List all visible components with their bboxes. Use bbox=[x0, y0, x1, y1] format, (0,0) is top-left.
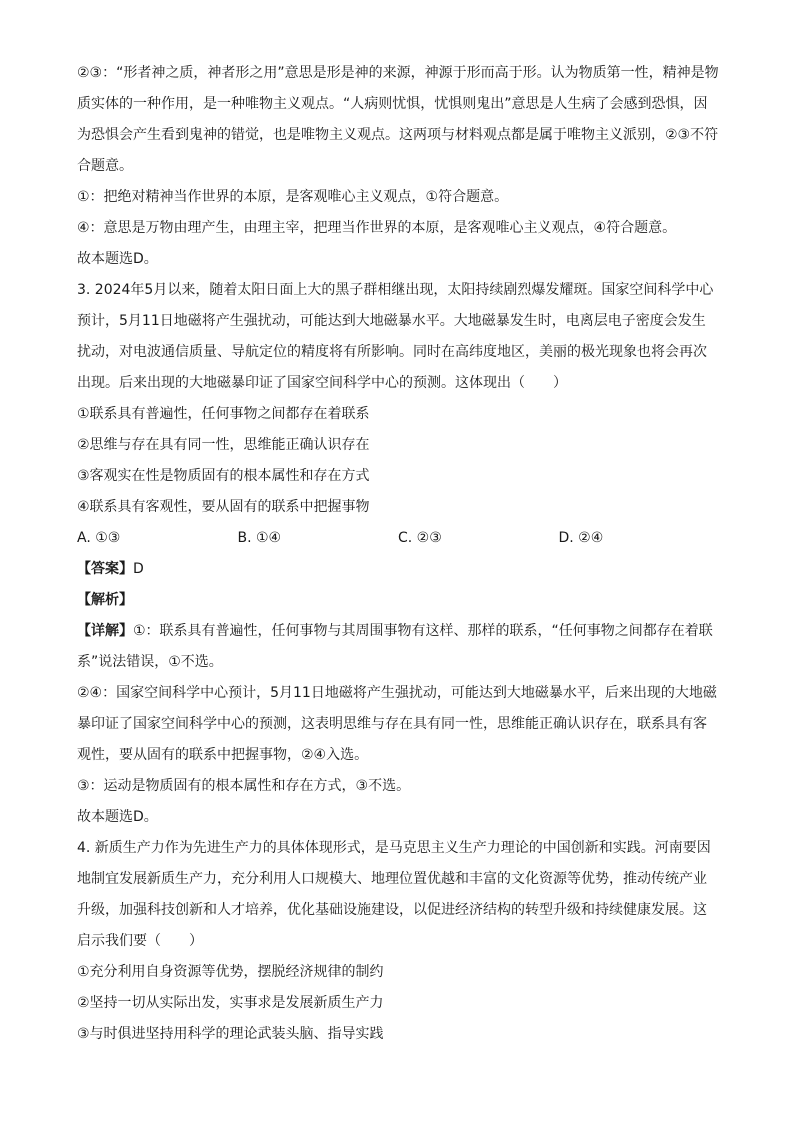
detail-paragraph: ③：运动是物质固有的根本属性和存在方式，③不选。 bbox=[77, 778, 411, 794]
option-c: C. ②③ bbox=[398, 530, 442, 546]
analysis-tag: 【解析】 bbox=[77, 592, 133, 608]
detail-text: ①：联系具有普遍性，任何事物与其周围事物有这样、那样的联系，“任何事物之间都存在着联系”说法错误，①不选。 bbox=[77, 623, 713, 670]
answer-tag: 【答案】 bbox=[77, 561, 133, 577]
question-3-options bbox=[77, 523, 719, 554]
question-3-item: ①联系具有普遍性，任何事物之间都存在着联系 bbox=[77, 406, 370, 422]
conclusion: 故本题选D。 bbox=[77, 809, 158, 825]
question-3-item: ②思维与存在具有同一性，思维能正确认识存在 bbox=[77, 437, 370, 453]
document-page bbox=[77, 58, 719, 1050]
conclusion: 故本题选D。 bbox=[77, 251, 158, 267]
question-4-item: ①充分利用自身资源等优势，摆脱经济规律的制约 bbox=[77, 964, 384, 980]
paragraph: ②③：“形者神之质，神者形之用”意思是形是神的来源，神源于形而高于形。认为物质第一性，精神是物质实体的一种作用，是一种唯物主义观点。“人病则忧惧，忧惧则鬼出”意思是人生病了会感到恐惧，因为恐惧会产生看到鬼神的错觉，也是唯物主义观点。这两项与材料观点都是属于唯物主义派别，②③不符合题意。 bbox=[77, 65, 719, 174]
question-3-item: ④联系具有客观性，要从固有的联系中把握事物 bbox=[77, 499, 370, 515]
question-3-item: ③客观实在性是物质固有的根本属性和存在方式 bbox=[77, 468, 370, 484]
answer-line bbox=[77, 554, 719, 585]
option-b: B. ①④ bbox=[237, 530, 282, 546]
question-4-item: ③与时俱进坚持用科学的理论武装头脑、指导实践 bbox=[77, 1026, 384, 1042]
option-a: A. ①③ bbox=[77, 530, 121, 546]
detail-paragraph bbox=[77, 616, 719, 678]
detail-paragraph: ②④：国家空间科学中心预计，5月11日地磁将产生强扰动，可能达到大地磁暴水平，后来出现的大地磁暴印证了国家空间科学中心的预测，这表明思维与存在具有同一性，思维能正确认识存在，联系具有客观性，要从固有的联系中把握事物，②④入选。 bbox=[77, 685, 717, 763]
option-d: D. ②④ bbox=[558, 530, 604, 546]
question-4-item: ②坚持一切从实际出发，实事求是发展新质生产力 bbox=[77, 995, 384, 1011]
detail-tag: 【详解】 bbox=[77, 623, 133, 639]
paragraph: ①：把绝对精神当作世界的本原，是客观唯心主义观点，①符合题意。 bbox=[77, 189, 509, 205]
question-4-stem: 4. 新质生产力作为先进生产力的具体体现形式，是马克思主义生产力理论的中国创新和实践。河南要因地制宜发展新质生产力，充分利用人口规模大、地理位置优越和丰富的文化资源等优势，推动传统产业升级，加强科技创新和人才培养，优化基础设施建设，以促进经济结构的转型升级和持续健康发展。这启示我们要（ ） bbox=[77, 840, 711, 949]
question-3-stem: 3. 2024年5月以来，随着太阳日面上大的黑子群相继出现，太阳持续剧烈爆发耀斑。国家空间科学中心预计，5月11日地磁将产生强扰动，可能达到大地磁暴水平。大地磁暴发生时，电离层电子密度会发生扰动，对电波通信质量、导航定位的精度将有所影响。同时在高纬度地区，美丽的极光现象也将会再次出现。后来出现的大地磁暴印证了国家空间科学中心的预测。这体现出（ ） bbox=[77, 282, 714, 391]
paragraph: ④：意思是万物由理产生，由理主宰，把理当作世界的本原，是客观唯心主义观点，④符合题意。 bbox=[77, 220, 677, 236]
answer-value: D bbox=[133, 561, 144, 577]
analysis-line bbox=[77, 585, 719, 616]
